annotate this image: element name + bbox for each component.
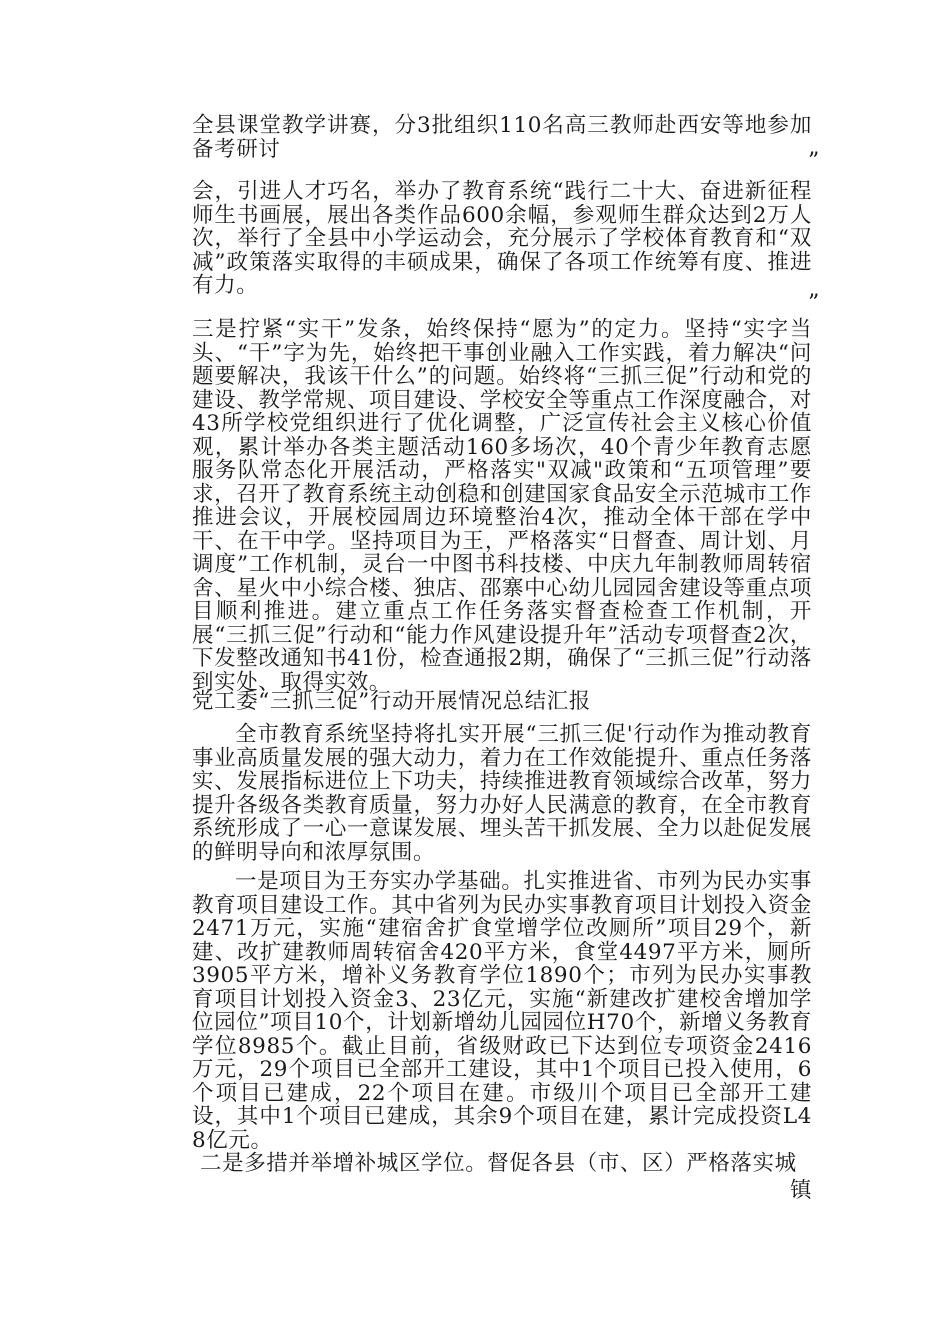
paragraph-7-line-2: 镇	[790, 1178, 813, 1203]
paragraph-1: 全县课堂教学讲赛，分3批组织110名高三教师赴西安等地参加备考研讨	[192, 113, 812, 162]
quote-mark-1: ”	[808, 149, 820, 174]
quote-mark-2: ”	[808, 291, 820, 316]
paragraph-2: 会，引进人才巧名，举办了教育系统“践行二十大、奋进新征程师生书画展，展出各类作品600余幅，参观师生群众达到2万人次，举行了全县中小学运动会，充分展示了学校体育教育和“双减”政策落实取得的丰硕成果，确保了各项工作统筹有度、推进有力。	[192, 179, 812, 298]
paragraph-5: 全市教育系统坚持将扎实开展“三抓三促'行动作为推动教育事业高质量发展的强大动力，着力在工作效能提升、重点任务落实、发展指标进位上下功夫，持续推进教育领域综合改革，努力提升各级各类教育质量，努力办好人民满意的教育，在全市教育系统形成了一心一意谋发展、埋头苦干抓发展、全力以赴促发展的鲜明导向和浓厚氛围。	[192, 722, 812, 865]
paragraph-7-line-1: 二是多措并举增补城区学位。督促各县（市、区）严格落实城	[200, 1151, 797, 1176]
paragraph-3: 三是拧紧“实干”发条，始终保持“愿为”的定力。坚持“实字当头、“干”字为先，始终把干事创业融入工作实践，着力解决“问题要解决，我该干什么”的问题。始终将“三抓三促”行动和党的建设、教学常规、项目建设、学校安全等重点工作深度融合，对43所学校党组织进行了优化调整，广泛宣传社会主义核心价值观，累计举办各类主题活动160多场次，40个青少年教育志愿服务队常态化开展活动，严格落实"双减"政策和“五项管理”要求，召开了教育系统主动创稳和创建国家食品安全示范城市工作推进会议，开展校园周边环境整治4次，推动全体干部在学中干、在干中学。坚持项目为王，严格落实“日督查、周计划、月调度”工作机制，灵台一中图书科技楼、中庆九年制教师周转宿舍、星火中小综合楼、独店、邵寨中心幼儿园园舍建设等重点项目顺利推进。建立重点工作任务落实督查检查工作机制，开展“三抓三促”行动和“能力作风建设提升年”活动专项督查2次，下发整改通知书41份，检查通报2期，确保了“三抓三促”行动落到实处、取得实效。	[192, 317, 812, 695]
section-heading: 党工委“三抓三促”行动开展情况总结汇报	[192, 689, 591, 714]
paragraph-6: 一是项目为王夯实办学基础。扎实推进省、市列为民办实事教育项目建设工作。其中省列为民办实事教育项目计划投入资金2471万元，实施“建宿舍扩食堂增学位改厕所”项目29个，新建、改扩建教师周转宿舍420平方米，食堂4497平方米，厕所3905平方米，增补义务教育学位1890个；市列为民办实事教育项目计划投入资金3、23亿元，实施“新建改扩建校舍增加学位园位”项目10个，计划新增幼儿园园位H70个，新增义务教育学位8985个。截止目前，省级财政已下达到位专项资金2416万元，29个项目已全部开工建设，其中1个项目已投入使用，6个项目已建成，22个项目在建。市级川个项目已全部开工建设，其中1个项目已建成，其余9个项目在建，累计完成投资L48亿元。	[192, 869, 812, 1153]
